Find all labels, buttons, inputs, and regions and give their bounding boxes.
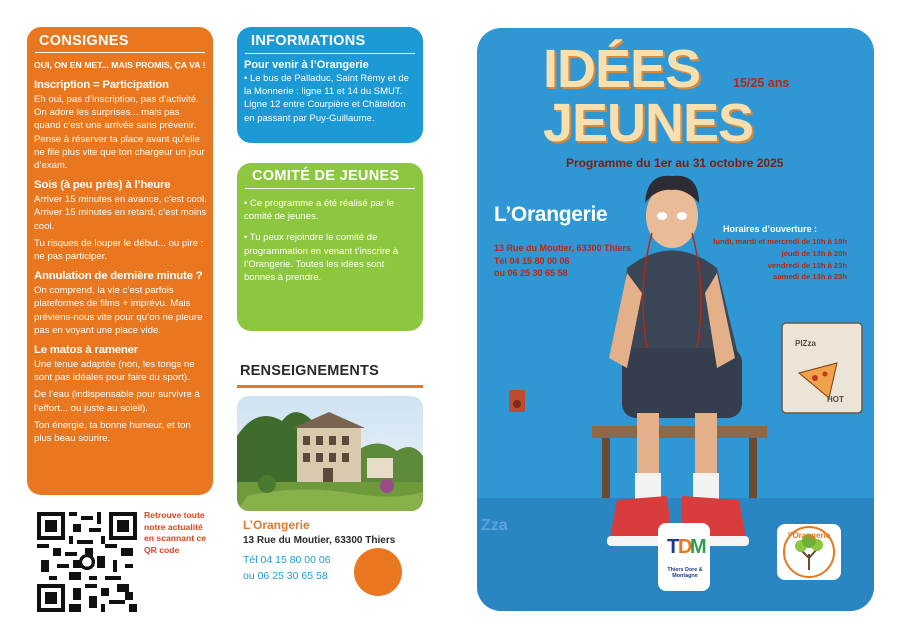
- section-text: On comprend, la vie c’est parfois plateformes de films + imprévu. Mais préviens-nous vite pour qu’on ne pleure pas en voyant une place vide.: [34, 285, 203, 336]
- pizza-box-icon: [782, 323, 862, 413]
- tdm-logo-icon: [658, 523, 710, 567]
- orangerie-logo: [777, 524, 841, 580]
- consignes-section-heure: [34, 179, 207, 263]
- svg-text:l’Orangerie: l’Orangerie: [788, 531, 831, 540]
- section-heading: Annulation de dernière minute ?: [34, 270, 203, 283]
- hours-row: samedi de 13h à 23h: [773, 272, 847, 282]
- qr-caption: Retrouve toute notre actualité en scannant ce QR code: [144, 510, 207, 555]
- section-text: Une tenue adaptée (non, les tongs ne sont pas idéales pour faire du sport).: [34, 359, 195, 384]
- cover-hours-title: Horaires d’ouverture :: [723, 224, 818, 234]
- section-text: Ton énergie, ta bonne humeur, et ton plus beau sourire.: [34, 419, 191, 445]
- cover-address-block: [494, 242, 631, 280]
- renseignements-name: L’Orangerie: [243, 518, 310, 532]
- informations-body: [244, 59, 417, 125]
- cover-title-line-1: IDÉES: [543, 39, 701, 99]
- section-heading: Le matos à ramener: [34, 344, 139, 357]
- renseignements-phone-2[interactable]: ou 06 25 30 65 58: [243, 570, 328, 582]
- svg-text:PIZza: PIZza: [795, 339, 816, 348]
- renseignements-divider: [237, 385, 423, 388]
- svg-text:HOT: HOT: [827, 395, 844, 404]
- cover-phone-2[interactable]: ou 06 25 30 65 58: [494, 268, 568, 278]
- cover-programme-dates: Programme du 1er au 31 octobre 2025: [566, 156, 784, 170]
- svg-text:Zza: Zza: [481, 517, 508, 534]
- renseignements-phone-1[interactable]: Tél 04 15 80 00 06: [243, 554, 331, 566]
- section-text: Eh oui, pas d’inscription, pas d’activité. On adore les surprises... mais pas quand c’est une arrivée sans prévenir. Pense à réserver ta place avant qu’elle ne file plus vite que ton chargeur un jour d’exam.: [34, 94, 205, 172]
- hours-row: lundi, mardi et mercredi de 10h à 18h: [713, 237, 847, 246]
- comite-body: [244, 197, 417, 284]
- comite-title: COMITÉ DE JEUNES: [252, 168, 400, 184]
- cover-phone-1[interactable]: Tél 04 15 80 00 06: [494, 255, 570, 266]
- decorative-dot: [354, 548, 402, 596]
- cover-age-range: 15/25 ans: [733, 76, 790, 90]
- orangerie-building-photo: [237, 396, 423, 511]
- consignes-tagline: OUI, ON EN MET... MAIS PROMIS, ÇA VA !: [34, 60, 206, 70]
- renseignements-title: RENSEIGNEMENTS: [240, 363, 379, 379]
- consignes-divider: [35, 52, 205, 53]
- consignes-section-matos: [34, 344, 207, 445]
- cover-title-line-2: JEUNES: [543, 93, 754, 153]
- section-text: Arriver 15 minutes en avance, c’est cool. Arriver 15 minutes en retard, c’est moins cool.: [34, 194, 207, 232]
- consignes-panel: [27, 27, 213, 495]
- comite-panel: [237, 163, 423, 331]
- hours-row: vendredi de 13h à 23h: [767, 260, 847, 270]
- consignes-body: [34, 60, 207, 452]
- section-text: De l’eau (indispensable pour survivre à l’effort... ou juste au soleil).: [34, 389, 200, 414]
- consignes-section-annulation: [34, 270, 207, 337]
- svg-text:D: D: [678, 536, 693, 558]
- consignes-title: CONSIGNES: [39, 33, 129, 49]
- cover-panel: [477, 28, 874, 611]
- consignes-header: [27, 27, 213, 53]
- comite-divider: [245, 188, 415, 189]
- thiers-dore-montagne-logo: [658, 523, 710, 591]
- comite-text-1: • Ce programme a été réalisé par le comité de jeunes.: [244, 198, 395, 223]
- comite-text-2: • Tu peux rejoindre le comité de programmation en venant t’inscrire à l’Orangerie. Toutes les idées sont bonnes à prendre.: [244, 232, 399, 284]
- cover-venue-name: L’Orangerie: [494, 203, 608, 226]
- svg-text:M: M: [690, 536, 707, 558]
- section-heading: Sois (à peu près) à l’heure: [34, 179, 171, 192]
- informations-subtitle: Pour venir à l’Orangerie: [244, 59, 369, 71]
- informations-panel: [237, 27, 423, 143]
- consignes-section-inscription: [34, 79, 207, 172]
- qr-code-icon[interactable]: [37, 512, 137, 612]
- hours-row: jeudi de 13h à 20h: [781, 248, 847, 258]
- section-text: Tu risques de louper le début... ou pire : ne pas participer.: [34, 237, 204, 263]
- tdm-logo-text: Thiers Dore & Montagne: [667, 567, 703, 580]
- renseignements-address: 13 Rue du Moutier, 63300 Thiers: [243, 535, 396, 546]
- informations-title: INFORMATIONS: [251, 33, 366, 49]
- svg-text:T: T: [667, 536, 680, 558]
- cover-hours-list: [713, 236, 847, 283]
- section-heading: Inscription = Participation: [34, 79, 169, 91]
- orangerie-tree-icon: [777, 524, 841, 580]
- informations-text: • Le bus de Palladuc, Saint Rémy et de la Monnerie : ligne 11 et 14 du SMUT. Ligne 12 entre Courpière et Châteldon en passant par Puy-Guillaume.: [244, 73, 409, 124]
- cover-address-line: 13 Rue du Moutier, 63300 Thiers: [494, 243, 632, 253]
- informations-divider: [245, 53, 415, 54]
